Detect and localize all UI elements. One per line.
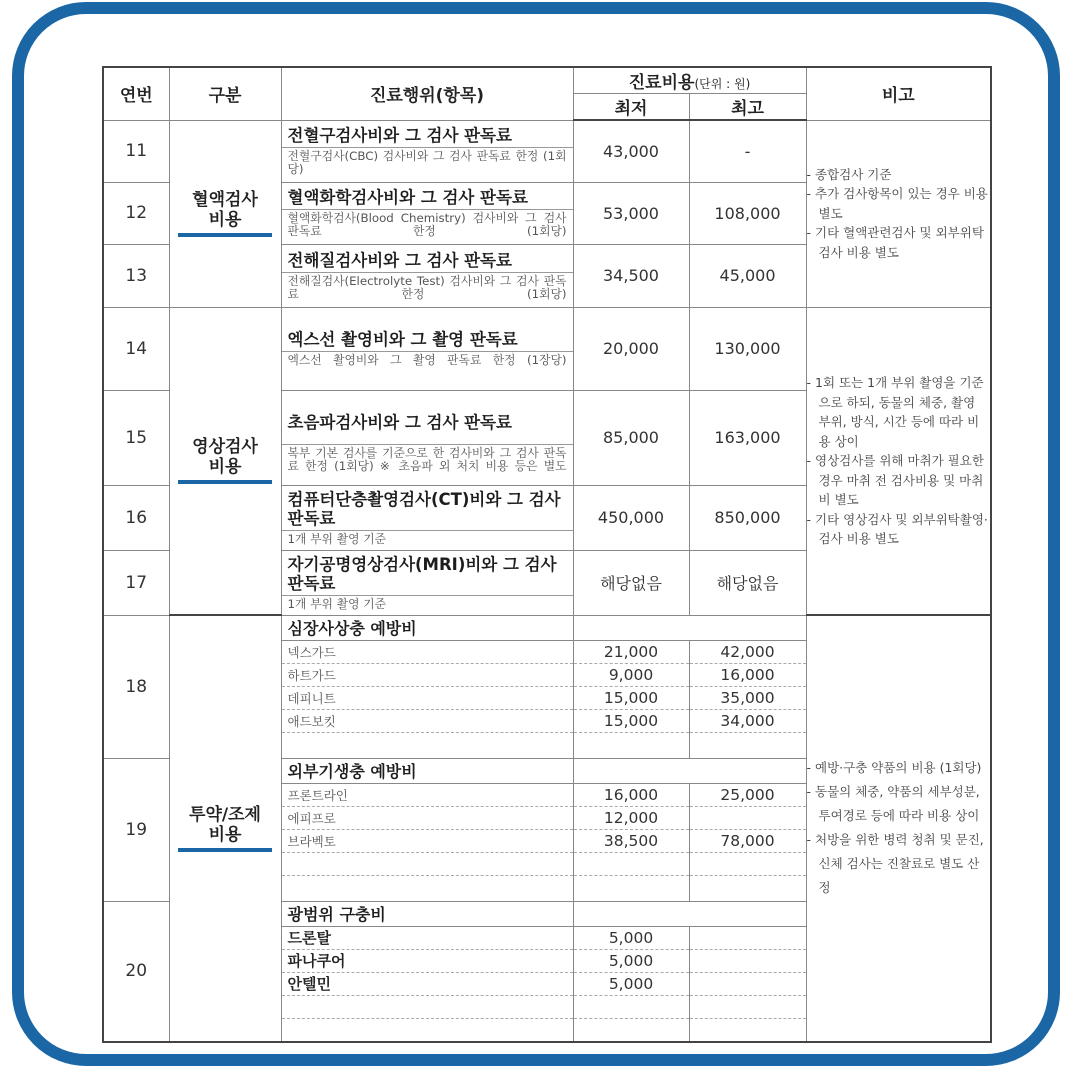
header-cost-label: 진료비용 [628,73,695,93]
drug-name: 에피프로 [281,806,573,829]
group-title: 심장사상충 예방비 [281,615,573,640]
price-max: 45,000 [689,244,806,307]
item-cell [281,244,573,307]
drug-name [281,732,573,758]
category-label: 혈액검사 비용 [192,190,258,230]
empty-cell [573,758,806,783]
drug-name: 애드보킷 [281,709,573,732]
drug-name: 넥스가드 [281,640,573,663]
item-cell [281,182,573,244]
price-min: 43,000 [573,120,689,182]
price-min [573,995,689,1018]
price-min: 53,000 [573,182,689,244]
row-no: 17 [103,550,169,615]
price-max: 16,000 [689,663,806,686]
item-description: 복부 기본 검사를 기준으로 한 검사비와 그 검사 판독료 한정 (1회당) ※ 초음파 외 처치 비용 등은 별도 [287,445,567,473]
drug-name [281,995,573,1018]
empty-cell [573,615,806,640]
note-imaging: - 1회 또는 1개 부위 촬영을 기준으로 하되, 동물의 체중, 촬영 부위, 방식, 시간 등에 따라 비용 상이 - 영상검사를 위해 마취가 필요한 경우 마취 전 검사비용 및 마취비 별도 - 기타 영상검사 및 외부위탁촬영·검사 비용 별도 [806,307,991,615]
item-title: 전해질검사비와 그 검사 판독료 [282,249,573,273]
header-item: 진료행위(항목) [281,67,573,120]
price-max [689,995,806,1018]
category-blood-test [169,120,281,307]
price-max: - [689,120,806,182]
row-no: 19 [103,758,169,901]
price-min: 5,000 [573,949,689,972]
drug-name: 데피니트 [281,686,573,709]
drug-name: 파나쿠어 [281,949,573,972]
accent-underline [178,480,272,484]
price-max [689,806,806,829]
item-cell [281,390,573,485]
note-medication: - 예방·구충 약품의 비용 (1회당) - 동물의 체중, 약품의 세부성분, 투여경로 등에 따라 비용 상이 - 처방을 위한 병력 청취 및 문진, 신체 검사는 진찰료로 별도 산정 [806,615,991,1042]
accent-underline [178,233,272,237]
price-max [689,875,806,901]
header-note: 비고 [806,67,991,120]
drug-name [281,852,573,875]
price-max [689,949,806,972]
price-min: 85,000 [573,390,689,485]
item-description: 전해질검사(Electrolyte Test) 검사비와 그 검사 판독료 한정 (1회당) [287,273,567,301]
table-row [103,307,991,390]
drug-name: 안텔민 [281,972,573,995]
price-min: 9,000 [573,663,689,686]
group-title: 외부기생충 예방비 [281,758,573,783]
item-cell [281,550,573,615]
header-cost-unit: (단위 : 원) [694,77,751,91]
price-max [689,732,806,758]
price-min: 450,000 [573,485,689,550]
item-title: 자기공명영상검사(MRI)비와 그 검사 판독료 [282,553,573,596]
price-min: 15,000 [573,686,689,709]
price-min: 34,500 [573,244,689,307]
price-min [573,1018,689,1042]
item-description: 1개 부위 촬영 기준 [287,596,387,611]
header-min: 최저 [573,94,689,121]
header-cost [573,67,806,94]
row-no: 14 [103,307,169,390]
price-max: 25,000 [689,783,806,806]
price-min: 5,000 [573,926,689,949]
category-label: 투약/조제 비용 [189,804,261,845]
price-min: 12,000 [573,806,689,829]
header-max: 최고 [689,94,806,121]
price-max: 108,000 [689,182,806,244]
price-max: 163,000 [689,390,806,485]
price-max [689,1018,806,1042]
drug-name: 드론탈 [281,926,573,949]
group-title: 광범위 구충비 [281,901,573,926]
price-min: 15,000 [573,709,689,732]
price-max [689,852,806,875]
empty-cell [573,901,806,926]
drug-name [281,1018,573,1042]
row-no: 18 [103,615,169,758]
drug-name: 브라벡토 [281,829,573,852]
price-min: 21,000 [573,640,689,663]
category-medication [169,615,281,1042]
price-min: 20,000 [573,307,689,390]
price-max [689,972,806,995]
price-max [689,926,806,949]
price-max: 35,000 [689,686,806,709]
row-no: 20 [103,901,169,1042]
row-no: 12 [103,182,169,244]
price-min: 16,000 [573,783,689,806]
price-max: 42,000 [689,640,806,663]
item-description: 엑스선 촬영비와 그 촬영 판독료 한정 (1장당) [287,353,567,367]
drug-name: 프론트라인 [281,783,573,806]
price-min [573,852,689,875]
item-title: 컴퓨터단층촬영검사(CT)비와 그 검사 판독료 [282,488,573,531]
price-max: 78,000 [689,829,806,852]
drug-name [281,875,573,901]
accent-underline [178,848,272,852]
item-description: 1개 부위 촬영 기준 [287,531,387,546]
item-title: 초음파검사비와 그 검사 판독료 [282,401,573,445]
item-cell [281,120,573,182]
price-min [573,732,689,758]
price-max: 해당없음 [689,550,806,615]
header-category: 구분 [169,67,281,120]
item-title: 전혈구검사비와 그 검사 판독료 [282,124,573,148]
group-header-row [103,615,991,640]
row-no: 13 [103,244,169,307]
price-max: 34,000 [689,709,806,732]
price-max: 850,000 [689,485,806,550]
category-label: 영상검사 비용 [192,437,258,478]
header-no: 연번 [103,67,169,120]
row-no: 15 [103,390,169,485]
item-title: 혈액화학검사비와 그 검사 판독료 [282,186,573,210]
item-description: 전혈구검사(CBC) 검사비와 그 검사 판독료 한정 (1회당) [287,149,567,176]
price-min: 38,500 [573,829,689,852]
item-cell [281,307,573,390]
price-min: 해당없음 [573,550,689,615]
note-blood-test: - 종합검사 기준 - 추가 검사항목이 있는 경우 비용 별도 - 기타 혈액관련검사 및 외부위탁검사 비용 별도 [806,120,991,307]
price-min [573,875,689,901]
price-max: 130,000 [689,307,806,390]
item-title: 엑스선 촬영비와 그 촬영 판독료 [282,328,573,352]
category-imaging [169,307,281,615]
price-min: 5,000 [573,972,689,995]
veterinary-fee-table [102,66,992,1043]
drug-name: 하트가드 [281,663,573,686]
row-no: 11 [103,120,169,182]
item-cell [281,485,573,550]
row-no: 16 [103,485,169,550]
item-description: 혈액화학검사(Blood Chemistry) 검사비와 그 검사 판독료 한정 (1회당) [287,211,567,238]
table-row [103,120,991,182]
